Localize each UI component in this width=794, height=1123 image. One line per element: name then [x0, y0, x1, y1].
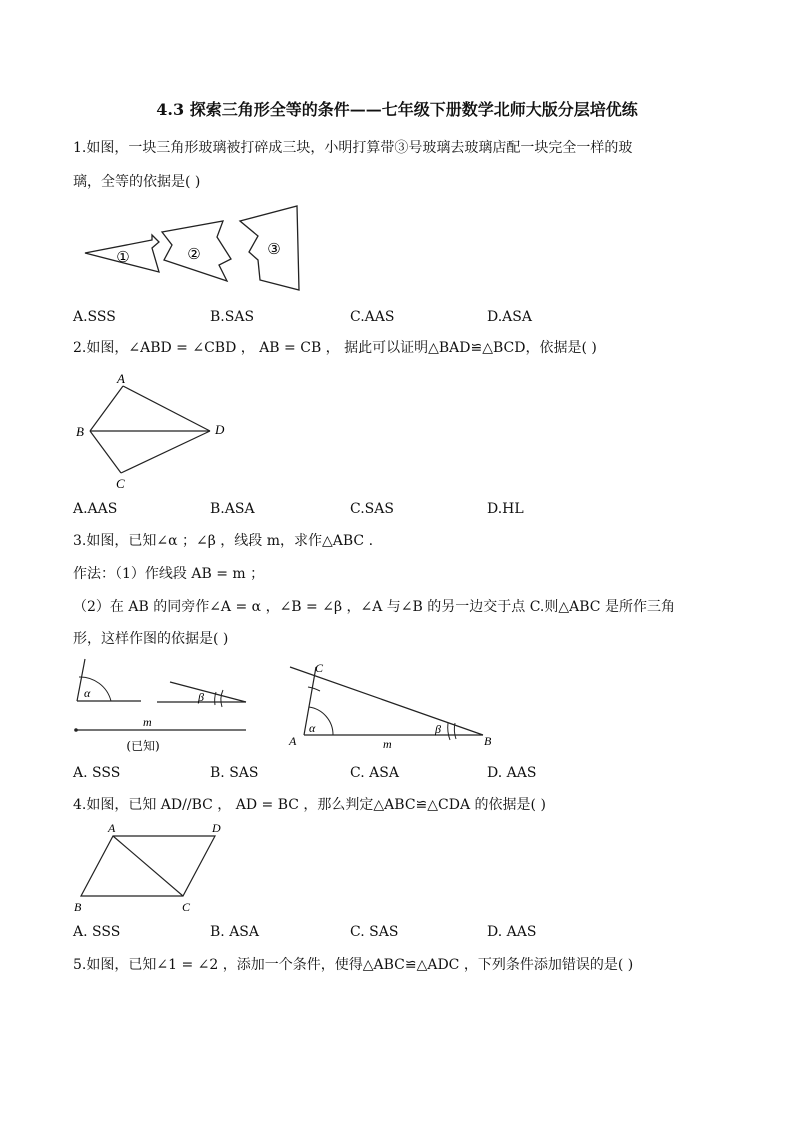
- q4-figure-parallelogram: [70, 820, 240, 920]
- q2-label-c: C: [116, 476, 125, 491]
- q3-label-m: m: [383, 737, 392, 751]
- q3-label-beta: β: [435, 722, 441, 736]
- q2-option-d[interactable]: D.HL: [487, 501, 524, 517]
- q3-option-b[interactable]: B. SAS: [210, 765, 259, 781]
- q2-option-a[interactable]: A.AAS: [73, 501, 118, 517]
- q4-label-a: A: [108, 821, 116, 835]
- q1-option-a[interactable]: A.SSS: [73, 309, 116, 325]
- glass-piece-3-label: ③: [267, 240, 281, 258]
- q3-given-caption: (已知): [126, 739, 160, 753]
- q4-option-d[interactable]: D. AAS: [487, 924, 537, 940]
- q3-label-alpha: α: [309, 721, 316, 735]
- q2-figure-kite: [70, 368, 240, 493]
- q1-option-b[interactable]: B.SAS: [210, 309, 255, 325]
- q3-given-beta: β: [198, 690, 204, 704]
- q3-label-b: B: [484, 734, 492, 748]
- q3-text-line4: 形，这样作图的依据是( ): [73, 631, 229, 647]
- q4-text: 4.如图，已知 AD//BC ， AD = BC ，那么判定△ABC≌△CDA 的依据是( ): [73, 797, 546, 813]
- q1-text-line2: 璃，全等的依据是( ): [73, 174, 201, 190]
- q3-figure-construction: [285, 657, 505, 752]
- q3-option-a[interactable]: A. SSS: [73, 765, 121, 781]
- q4-option-b[interactable]: B. ASA: [210, 924, 259, 940]
- q1-option-c[interactable]: C.AAS: [350, 309, 395, 325]
- q2-option-b[interactable]: B.ASA: [210, 501, 255, 517]
- q1-text-line1: 1.如图，一块三角形玻璃被打碎成三块，小明打算带③号玻璃去玻璃店配一块完全一样的玻: [73, 140, 633, 156]
- q5-text: 5.如图，已知∠1 = ∠2 ，添加一个条件，使得△ABC≌△ADC ，下列条件添加错误的是( ): [73, 957, 634, 973]
- q1-option-d[interactable]: D.ASA: [487, 309, 532, 325]
- q3-figure-given: [70, 655, 260, 755]
- q3-text-line2: 作法：（1）作线段 AB = m ；: [73, 566, 265, 582]
- q3-option-d[interactable]: D. AAS: [487, 765, 537, 781]
- q4-option-c[interactable]: C. SAS: [350, 924, 399, 940]
- page-title: 4.3 探索三角形全等的条件——七年级下册数学北师大版分层培优练: [156, 100, 638, 119]
- q3-given-alpha: α: [84, 686, 91, 700]
- q3-label-c: C: [315, 661, 324, 675]
- q4-label-c: C: [182, 900, 191, 914]
- q3-text-line3: （2）在 AB 的同旁作∠A = α ，∠B = ∠β ，∠A 与∠B 的另一边交于点 C.则△ABC 是所作三角: [73, 599, 675, 615]
- q4-option-a[interactable]: A. SSS: [73, 924, 121, 940]
- q2-label-b: B: [76, 424, 84, 439]
- q4-label-d: D: [212, 821, 221, 835]
- q2-label-d: D: [215, 422, 225, 437]
- q3-given-m: m: [143, 715, 152, 729]
- q2-label-a: A: [117, 371, 125, 386]
- q3-option-c[interactable]: C. ASA: [350, 765, 399, 781]
- q2-option-c[interactable]: C.SAS: [350, 501, 394, 517]
- q1-figure-broken-glass: [80, 204, 310, 294]
- q4-label-b: B: [74, 900, 82, 914]
- glass-piece-2-label: ②: [187, 245, 201, 263]
- q3-text-line1: 3.如图，已知∠α ；∠β ，线段 m，求作△ABC .: [73, 533, 374, 549]
- glass-piece-1-label: ①: [116, 248, 130, 266]
- q3-label-a: A: [289, 734, 297, 748]
- q2-text: 2.如图，∠ABD = ∠CBD ， AB = CB ， 据此可以证明△BAD≌△BCD，依据是( ): [73, 340, 597, 356]
